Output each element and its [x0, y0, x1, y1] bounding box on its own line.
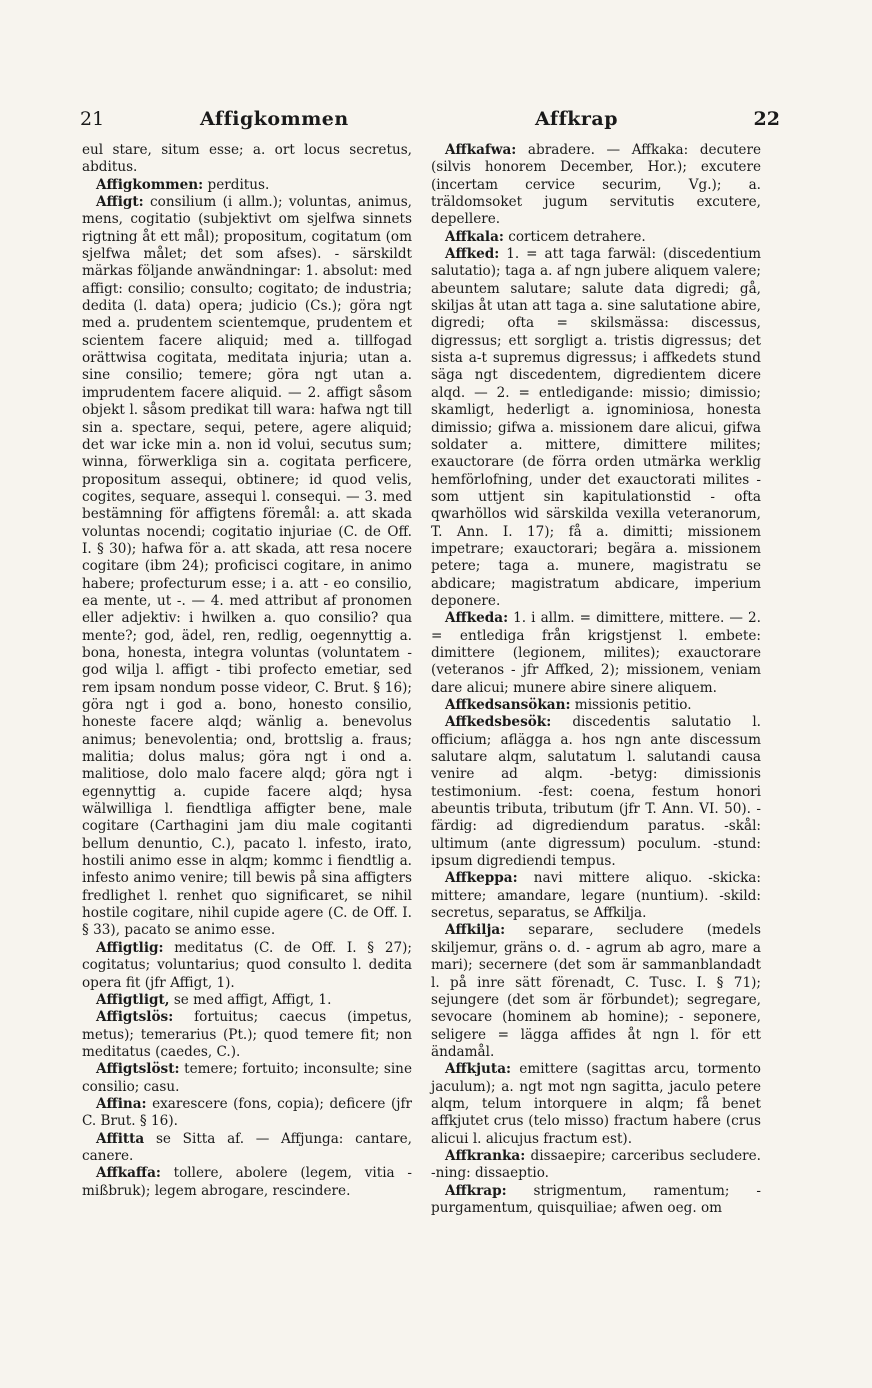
entry-headword: Affkeppa: — [445, 870, 518, 887]
entry-definition: dissaepire; carceribus secludere. -ning: dissaeptio. — [431, 1147, 761, 1182]
entry-definition: missionis petitio. — [570, 697, 692, 713]
entry-definition: navi mittere aliquo. -skicka: mittere; amandare, legare (nuntium). -skild: secretus, separatus, se Affkilja. — [431, 870, 761, 922]
right-column — [431, 142, 761, 1217]
dictionary-entry — [431, 870, 761, 922]
entry-headword: Affina: — [96, 1095, 147, 1112]
entry-definition: temere; fortuito; inconsulte; sine consilio; casu. — [82, 1061, 412, 1095]
entry-headword: Affigtslöst: — [96, 1061, 180, 1078]
entry-definition: fortuitus; caecus (impetus, metus); temerarius (Pt.); quod temere fit; non meditatus (caedes, C.). — [82, 1009, 412, 1060]
dictionary-entry — [431, 142, 761, 229]
page-number-right: 22 — [753, 108, 780, 130]
dictionary-entry — [82, 940, 412, 992]
entry-headword: Affigtslös: — [96, 1009, 174, 1026]
dictionary-entry — [431, 922, 761, 1061]
page-header — [80, 108, 780, 134]
dictionary-entry — [431, 1148, 761, 1183]
entry-definition: se med affigt, Affigt, 1. — [169, 991, 332, 1008]
entry-headword: Affigtligt, — [96, 991, 170, 1008]
dictionary-entry — [431, 246, 761, 610]
page-number-left: 21 — [80, 108, 105, 130]
dictionary-entry — [82, 194, 412, 940]
entry-definition: abradere. — Affkaka: decutere (silvis honorem December, Hor.); excutere (incertam cervice securim, Vg.); a. träldomsoket jugum servitutis excutere, depellere. — [431, 142, 761, 228]
entry-headword: Affkilja: — [445, 922, 506, 939]
entry-definition: perditus. — [203, 176, 270, 193]
entry-headword: Affkafwa: — [445, 142, 517, 158]
entry-definition: discedentis salutatio l. officium; aflägga a. hos ngn ante discessum salutare alqm, salutatum l. salutandi causa venire ad alqm. -betyg: dimissionis testimonium. -fest: coena, festum honori abeuntis tributa, tributum (jfr T. Ann. VI. 50). -färdig: ad digrediendum paratus. -skål: ultimum (ante digressum) poculum. -stund: ipsum digrediendi tempus. — [431, 714, 761, 870]
entry-definition: meditatus (C. de Off. I. § 27); cogitatus; voluntarius; quod consulto l. dedita opera fit (jfr Affigt, 1). — [82, 939, 412, 991]
entry-headword: Affigt: — [96, 194, 144, 211]
entry-headword: Affkeda: — [445, 610, 509, 627]
entry-headword: Affkedsbesök: — [445, 714, 552, 731]
dictionary-entry — [82, 1131, 412, 1166]
entry-definition: strigmentum, ramentum; - purgamentum, quisquiliae; afwen oeg. om — [431, 1182, 761, 1216]
entry-definition: separare, secludere (medels skiljemur, gräns o. d. - agrum ab agro, mare a mari); secernere (det som är sammanblandadt l. på inre sätt förenadt, C. Tusc. I. § 71); sejungere (det som är förbundet); segregare, sevocare (hominem ab homine); - seponere, seligere = lägga affides åt ngn l. för ett ändamål. — [431, 922, 761, 1060]
entry-definition: 1. i allm. = dimittere, mittere. — 2. = entlediga från krigstjenst l. embete: dimittere (legionem, milites); exauctorare (veteranos - jfr Affked, 2); missionem, veniam dare alicui; munere abire sinere aliquem. — [431, 610, 761, 696]
dictionary-entry — [82, 1165, 412, 1200]
dictionary-entry — [431, 697, 761, 714]
dictionary-entry — [82, 992, 412, 1009]
dictionary-entry — [431, 1061, 761, 1148]
entry-headword: Affkjuta: — [445, 1061, 512, 1078]
dictionary-entry — [431, 610, 761, 697]
entry-definition: exarescere (fons, copia); deficere (jfr C. Brut. § 16). — [82, 1095, 412, 1130]
dictionary-entry — [82, 177, 412, 194]
entry-definition: consilium (i allm.); voluntas, animus, mens, cogitatio (subjektivt om sjelfwa sinnets rigtning åt ett mål); propositum, cogitatum (om sjelfwa målet; det som afses). - särskildt märkas följande anwändningar: 1. absolut: med affigt: consilio; consulto; cogitato; de industria; dedita (l. data) opera; judicio (Cs.); göra ngt med a. prudentem scientemque, prudentem et scientem facere aliquid; med a. tillfogad orättwisa cogitata, meditata injuria; utan a. sine consilio; temere; göra ngt utan a. imprudentem facere aliquid. — 2. affigt såsom objekt l. såsom predikat till wara: hafwa ngt till sin a. spectare, sequi, petere, agere aliquid; det war icke min a. non id volui, secutus sum; winna, förwerkliga sin a. cogitata perficere, propositum assequi, obtinere; id quod velis, cogites, sequare, assequi l. consequi. — 3. med bestämning för affigtens föremål: a. att skada voluntas nocendi; cogitatio injuriae (C. de Off. I. § 30); hafwa för a. att skada, att resa nocere cogitare (ibm 24); proficisci cogitare, in animo habere; profecturum esse; i a. att - eo consilio, ea mente, ut -. — 4. med attribut af pronomen eller adjektiv: i hwilken a. quo consilio? qua mente?; god, ädel, ren, redlig, oegennyttig a. bona, honesta, integra voluntas (voluntatem - god wilja l. affigt - tibi profecto emetiar, sed rem ipsam nondum posse videor, C. Brut. § 16); göra ngt i god a. bono, honesto consilio, honeste facere alqd; wänlig a. benevolus animus; benevolentia; ond, brottslig a. fraus; malitia; dolus malus; göra ngt i ond a. malitiose, dolo malo facere alqd; göra ngt i egennyttig a. cupide facere alqd; hysa wälwilliga l. fiendtliga affigter bene, male cogitare (Carthagini jam diu male cogitanti bellum denuntio, C.), pacato l. infesto, irato, hostili animo esse in alqm; kommc i fiendtlig a. infesto animo venire; till bewis på sina affigters fredlighet l. renhet quo significaret, se nihil hostile cogitare, nihil cupide agere (C. de Off. I. § 33), pacato se animo esse. — [82, 194, 412, 939]
entry-definition: eul stare, situm esse; a. ort locus secretus, abditus. — [82, 142, 412, 176]
entry-headword: Affked: — [445, 246, 500, 263]
running-headword-left: Affigkommen — [200, 108, 349, 130]
entry-headword: Affkedsansökan: — [445, 697, 571, 713]
entry-definition: 1. = att taga farwäl: (discedentium salutatio); taga a. af ngn jubere aliquem valere; abeuntem salutare; salute data digredi; gå, skiljas åt utan att taga a. sine salutatione abire, digredi; ofta = skilsmässa: discessus, digressus; ett sorgligt a. tristis digressus; det sista a-t supremus digressus; i affkedets stund säga ngt discedentem, digredientem dicere alqd. — 2. = entledigande: missio; dimissio; skamligt, hederligt a. ignominiosa, honesta dimissio; gifwa a. missionem dare alicui, gifwa soldater a. mittere, dimittere milites; exauctorare (de förra orden utmärka werklig hemförlofning, under det exauctorati milites - som uttjent sin kapitulationstid - ofta qwarhöllos wid särskilda vexilla veteranorum, T. Ann. I. 17); få a. dimitti; missionem impetrare; exauctorari; begära a. missionem petere; taga a. munere, magistratu se abdicare; magistratum abdicare, imperium deponere. — [431, 246, 761, 609]
dictionary-entry — [431, 1183, 761, 1218]
entry-headword: Affitta — [96, 1130, 145, 1147]
entry-headword: Affigtlig: — [96, 939, 164, 956]
dictionary-entry — [82, 1096, 412, 1131]
dictionary-entry — [431, 229, 761, 246]
running-headword-right: Affkrap — [535, 108, 619, 130]
dictionary-entry — [431, 714, 761, 870]
entry-definition: corticem detrahere. — [503, 228, 646, 245]
entry-headword: Affkaffa: — [96, 1165, 161, 1182]
entry-definition: tollere, abolere (legem, vitia - mißbruk); legem abrogare, rescindere. — [82, 1165, 412, 1199]
entry-headword: Affkala: — [445, 228, 504, 245]
dictionary-entry — [82, 1061, 412, 1096]
entry-headword: Affigkommen: — [96, 176, 204, 193]
entry-headword: Affkranka: — [445, 1147, 526, 1164]
dictionary-entry — [82, 1009, 412, 1061]
left-column — [82, 142, 412, 1200]
entry-definition: se Sitta af. — Affjunga: cantare, canere. — [82, 1130, 412, 1164]
dictionary-entry — [82, 142, 412, 177]
entry-definition: emittere (sagittas arcu, tormento jaculum); a. ngt mot ngn sagitta, jaculo petere alqm, telum intorquere in alqm; få benet affkjutet crus (telo misso) fractum habere (crus alicui l. alicujus fractum est). — [431, 1061, 761, 1147]
entry-headword: Affkrap: — [445, 1182, 507, 1199]
